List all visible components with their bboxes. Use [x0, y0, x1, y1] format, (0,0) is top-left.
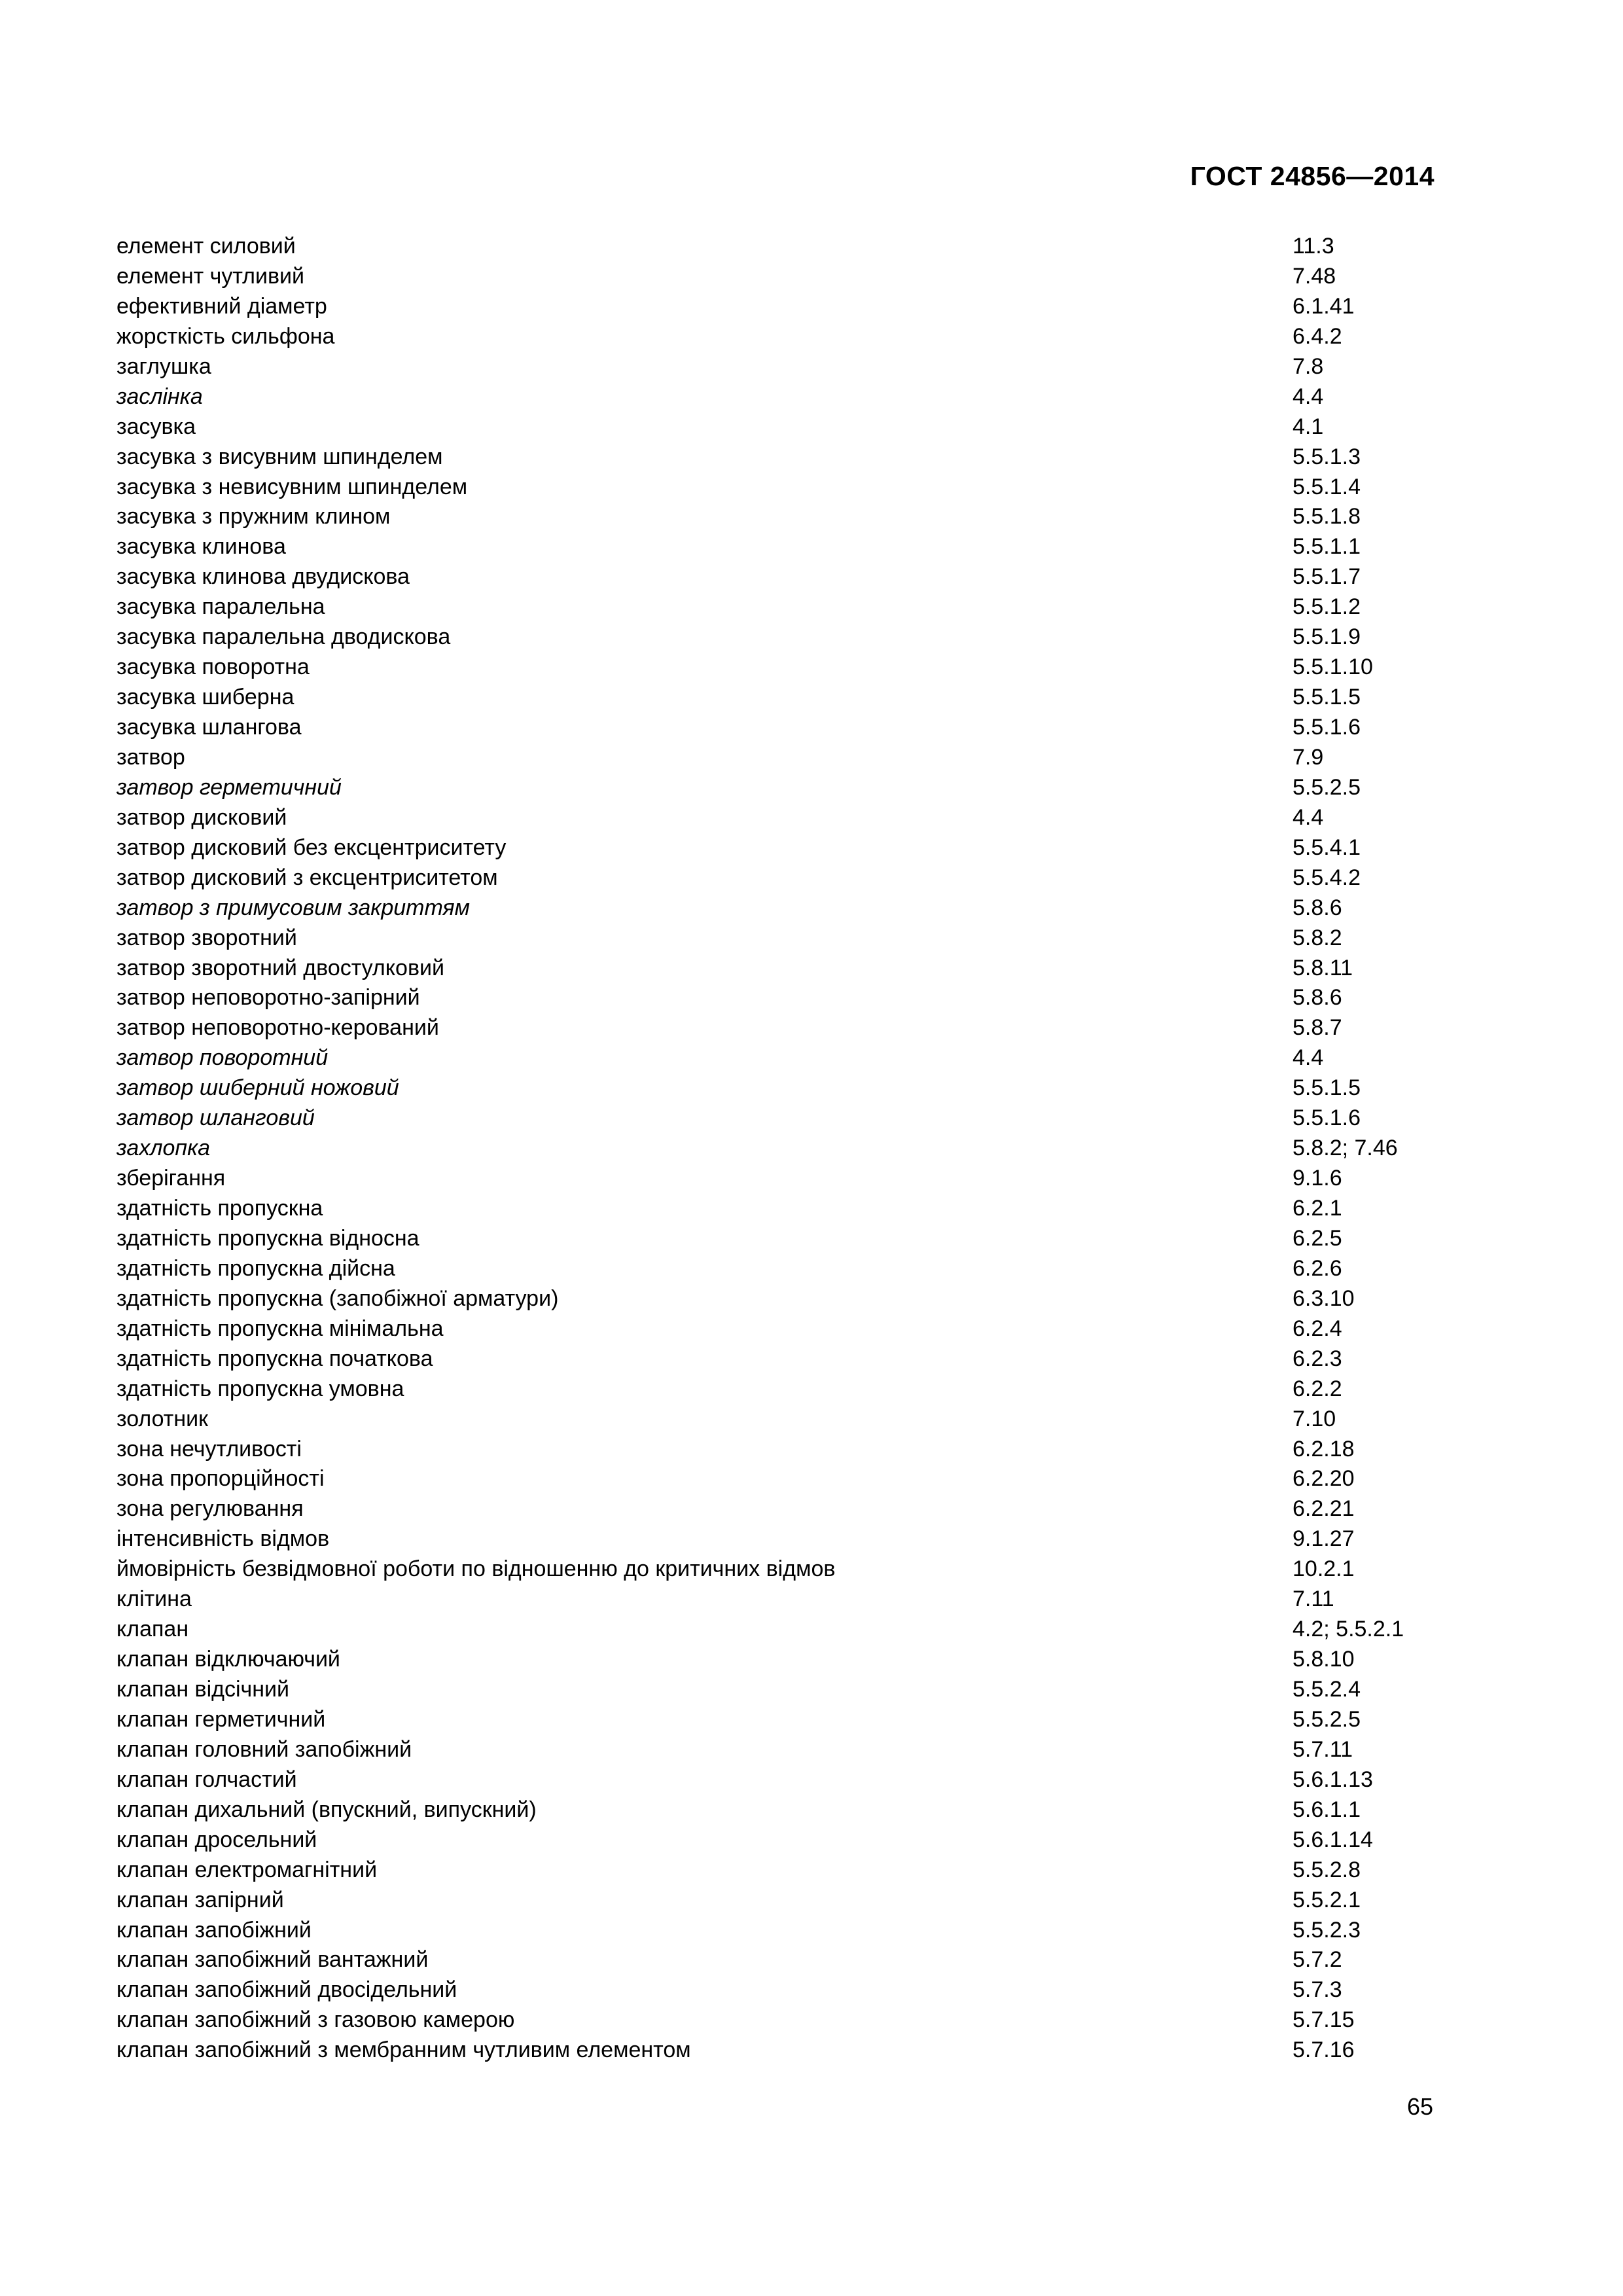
- page-number: 65: [1406, 2093, 1433, 2120]
- index-entry-row: [116, 1615, 1452, 1645]
- index-reference: 5.5.4.1: [1293, 834, 1361, 860]
- index-term: затвор дисковий: [116, 804, 287, 830]
- index-entry-row: [116, 473, 1452, 503]
- index-entry-row: [116, 1164, 1452, 1194]
- index-reference: 4.1: [1293, 414, 1324, 439]
- index-term: золотник: [116, 1406, 208, 1431]
- index-reference: 5.5.2.5: [1293, 1706, 1361, 1732]
- index-reference: 7.10: [1293, 1406, 1336, 1431]
- index-term: засувка шлангова: [116, 715, 302, 740]
- index-term: зона нечутливості: [116, 1436, 302, 1462]
- index-term: здатність пропускна: [116, 1196, 323, 1221]
- index-term: затвор з примусовим закриттям: [116, 895, 470, 920]
- index-entry-row: [116, 232, 1452, 262]
- index-term: клапан головний запобіжний: [116, 1736, 412, 1762]
- index-entry-row: [116, 562, 1452, 592]
- index-reference: 5.5.1.6: [1293, 715, 1361, 740]
- index-term: затвор зворотний двостулковий: [116, 955, 444, 980]
- index-reference: 5.8.2; 7.46: [1293, 1136, 1398, 1161]
- index-term: клапан дихальний (впускний, випускний): [116, 1797, 537, 1822]
- index-reference: 5.5.2.1: [1293, 1887, 1361, 1912]
- index-reference: 6.2.20: [1293, 1466, 1355, 1492]
- index-reference: 6.2.21: [1293, 1496, 1355, 1522]
- index-reference: 5.5.4.2: [1293, 865, 1361, 890]
- index-entry-row: [116, 442, 1452, 473]
- index-entry-row: [116, 1585, 1452, 1615]
- index-term: клапан запобіжний з газовою камерою: [116, 2007, 515, 2033]
- index-term: затвор герметичний: [116, 774, 342, 800]
- index-entry-row: [116, 532, 1452, 562]
- index-entry-row: [116, 1073, 1452, 1103]
- index-entry-row: [116, 653, 1452, 683]
- index-entry-row: [116, 1735, 1452, 1765]
- index-entry-row: [116, 1284, 1452, 1314]
- index-term: елемент чутливий: [116, 263, 305, 289]
- index-reference: 5.5.2.4: [1293, 1677, 1361, 1702]
- index-reference: 5.5.2.3: [1293, 1917, 1361, 1943]
- index-term: засувка клинова: [116, 534, 286, 560]
- index-term: здатність пропускна відносна: [116, 1225, 419, 1251]
- index-reference: 5.5.2.5: [1293, 774, 1361, 800]
- index-term: засувка паралельна: [116, 594, 325, 620]
- index-reference: 6.2.2: [1293, 1376, 1342, 1401]
- index-reference: 6.1.41: [1293, 293, 1355, 319]
- index-reference: 7.48: [1293, 263, 1336, 289]
- index-reference: 7.9: [1293, 744, 1324, 770]
- index-reference: 5.5.1.10: [1293, 655, 1373, 680]
- index-reference: 5.8.2: [1293, 925, 1342, 950]
- index-reference: 5.5.1.6: [1293, 1105, 1361, 1131]
- index-term: заглушка: [116, 353, 211, 379]
- index-term: клапан герметичний: [116, 1706, 326, 1732]
- index-entry-row: [116, 954, 1452, 984]
- index-entry-row: [116, 1975, 1452, 2005]
- index-entry-row: [116, 863, 1452, 893]
- index-term: клапан дросельний: [116, 1827, 317, 1852]
- index-reference: 4.4: [1293, 1045, 1324, 1071]
- index-term: зона регулювання: [116, 1496, 304, 1522]
- index-term: засувка паралельна дводискова: [116, 624, 451, 650]
- index-entry-row: [116, 322, 1452, 352]
- index-term: клапан електромагнітний: [116, 1857, 378, 1882]
- index-entry-row: [116, 743, 1452, 773]
- index-reference: 5.6.1.14: [1293, 1827, 1373, 1852]
- index-reference: 5.5.2.8: [1293, 1857, 1361, 1882]
- index-entry-row: [116, 1464, 1452, 1494]
- index-term: клапан голчастий: [116, 1767, 297, 1792]
- index-reference: 5.5.1.2: [1293, 594, 1361, 620]
- index-reference: 5.5.1.8: [1293, 504, 1361, 529]
- index-reference: 4.2; 5.5.2.1: [1293, 1617, 1404, 1642]
- index-reference: 5.5.1.1: [1293, 534, 1361, 560]
- index-reference: 6.2.4: [1293, 1316, 1342, 1341]
- index-term: елемент силовий: [116, 234, 296, 259]
- index-term: затвор зворотний: [116, 925, 297, 950]
- index-reference: 5.7.15: [1293, 2007, 1355, 2033]
- index-reference: 4.4: [1293, 384, 1324, 409]
- index-reference: 9.1.6: [1293, 1166, 1342, 1191]
- index-term: затвор неповоротно-запірний: [116, 985, 420, 1011]
- index-entry-row: [116, 1405, 1452, 1435]
- index-term: клапан запірний: [116, 1887, 284, 1912]
- index-reference: 5.5.1.9: [1293, 624, 1361, 650]
- index-term: здатність пропускна дійсна: [116, 1255, 395, 1281]
- index-entry-row: [116, 833, 1452, 863]
- index-entry-row: [116, 1675, 1452, 1705]
- index-entry-row: [116, 983, 1452, 1013]
- index-entry-row: [116, 2036, 1452, 2066]
- index-entry-row: [116, 1524, 1452, 1554]
- index-term: здатність пропускна мінімальна: [116, 1316, 444, 1341]
- index-term: засувка поворотна: [116, 655, 310, 680]
- index-term: засувка з пружним клином: [116, 504, 391, 529]
- index-term: затвор шланговий: [116, 1105, 315, 1131]
- index-entry-row: [116, 1194, 1452, 1224]
- index-entry-row: [116, 1043, 1452, 1073]
- index-entry-row: [116, 1886, 1452, 1916]
- index-reference: 5.5.1.5: [1293, 685, 1361, 710]
- index-entry-row: [116, 1945, 1452, 1975]
- index-reference: 6.2.18: [1293, 1436, 1355, 1462]
- index-term: заслінка: [116, 384, 203, 409]
- index-entry-row: [116, 412, 1452, 442]
- index-entry-row: [116, 502, 1452, 532]
- index-entry-row: [116, 1825, 1452, 1856]
- index-reference: 6.2.1: [1293, 1196, 1342, 1221]
- index-reference: 5.8.6: [1293, 895, 1342, 920]
- index-entry-row: [116, 803, 1452, 833]
- index-reference: 5.7.11: [1293, 1736, 1353, 1762]
- index-term: здатність пропускна початкова: [116, 1346, 433, 1371]
- index-entry-row: [116, 1494, 1452, 1524]
- index-entry-row: [116, 262, 1452, 292]
- index-reference: 5.5.1.7: [1293, 564, 1361, 590]
- index-entry-row: [116, 1795, 1452, 1825]
- index-entry-row: [116, 1645, 1452, 1675]
- index-term: засувка з невисувним шпинделем: [116, 474, 468, 499]
- index-reference: 10.2.1: [1293, 1556, 1355, 1582]
- index-term: захлопка: [116, 1136, 211, 1161]
- index-reference: 5.7.16: [1293, 2037, 1355, 2063]
- index-reference: 5.7.2: [1293, 1947, 1342, 1973]
- index-reference: 5.8.7: [1293, 1015, 1342, 1041]
- index-term: засувка шиберна: [116, 685, 294, 710]
- index-reference: 5.6.1.1: [1293, 1797, 1361, 1822]
- index-term: затвор дисковий без ексцентриситету: [116, 834, 507, 860]
- index-entry-row: [116, 382, 1452, 412]
- index-reference: 5.8.6: [1293, 985, 1342, 1011]
- index-term: зона пропорційності: [116, 1466, 325, 1492]
- index-reference: 6.2.6: [1293, 1255, 1342, 1281]
- index-reference: 6.2.5: [1293, 1225, 1342, 1251]
- index-entry-row: [116, 1314, 1452, 1344]
- index-entry-row: [116, 352, 1452, 382]
- index-reference: 7.11: [1293, 1587, 1334, 1612]
- index-term: здатність пропускна умовна: [116, 1376, 404, 1401]
- index-term: клапан: [116, 1617, 189, 1642]
- index-term: клапан запобіжний двосідельний: [116, 1977, 457, 2003]
- index-term: засувка клинова двудискова: [116, 564, 410, 590]
- index-entry-row: [116, 1103, 1452, 1134]
- index-term: ефективний діаметр: [116, 293, 327, 319]
- index-entry-row: [116, 713, 1452, 743]
- index-reference: 5.5.1.3: [1293, 444, 1361, 469]
- index-term: клапан запобіжний вантажний: [116, 1947, 429, 1973]
- index-term: здатність пропускна (запобіжної арматури): [116, 1285, 559, 1311]
- index-entry-row: [116, 622, 1452, 653]
- index-entry-row: [116, 1013, 1452, 1043]
- index-entry-row: [116, 1374, 1452, 1405]
- index-reference: 5.8.10: [1293, 1647, 1355, 1672]
- index-term: затвор шиберний ножовий: [116, 1075, 399, 1101]
- index-entry-row: [116, 592, 1452, 622]
- index-term: клапан запобіжний: [116, 1917, 312, 1943]
- index-reference: 9.1.27: [1293, 1526, 1355, 1552]
- index-reference: 5.6.1.13: [1293, 1767, 1373, 1792]
- index-reference: 6.3.10: [1293, 1285, 1355, 1311]
- index-entry-row: [116, 1134, 1452, 1164]
- index-reference: 11.3: [1293, 234, 1334, 259]
- index-reference: 6.4.2: [1293, 323, 1342, 349]
- index-term: затвор неповоротно-керований: [116, 1015, 439, 1041]
- index-reference: 5.8.11: [1293, 955, 1353, 980]
- index-entry-row: [116, 1916, 1452, 1946]
- index-entry-row: [116, 1344, 1452, 1374]
- index-term: жорсткість сильфона: [116, 323, 335, 349]
- index-reference: 5.7.3: [1293, 1977, 1342, 2003]
- index-reference: 7.8: [1293, 353, 1324, 379]
- index-entry-row: [116, 1856, 1452, 1886]
- index-entry-row: [116, 1765, 1452, 1795]
- term-index-list: [116, 232, 1452, 2066]
- index-entry-row: [116, 1224, 1452, 1254]
- index-term: інтенсивність відмов: [116, 1526, 330, 1552]
- document-standard-header: ГОСТ 24856—2014: [1190, 161, 1435, 191]
- index-term: клапан запобіжний з мембранним чутливим елементом: [116, 2037, 691, 2063]
- index-entry-row: [116, 1705, 1452, 1735]
- index-entry-row: [116, 292, 1452, 322]
- index-term: затвор: [116, 744, 185, 770]
- index-term: клапан відсічний: [116, 1677, 290, 1702]
- index-reference: 4.4: [1293, 804, 1324, 830]
- index-entry-row: [116, 1435, 1452, 1465]
- index-term: зберігання: [116, 1166, 226, 1191]
- index-term: затвор дисковий з ексцентриситетом: [116, 865, 498, 890]
- index-entry-row: [116, 683, 1452, 713]
- index-entry-row: [116, 2005, 1452, 2036]
- index-entry-row: [116, 773, 1452, 803]
- index-term: ймовірність безвідмовної роботи по відношенню до критичних відмов: [116, 1556, 836, 1582]
- index-entry-row: [116, 893, 1452, 924]
- index-term: затвор поворотний: [116, 1045, 329, 1071]
- index-entry-row: [116, 1554, 1452, 1585]
- index-term: засувка: [116, 414, 196, 439]
- index-term: клітина: [116, 1587, 192, 1612]
- index-entry-row: [116, 924, 1452, 954]
- index-term: клапан відключаючий: [116, 1647, 340, 1672]
- index-reference: 6.2.3: [1293, 1346, 1342, 1371]
- index-reference: 5.5.1.5: [1293, 1075, 1361, 1101]
- index-term: засувка з висувним шпинделем: [116, 444, 443, 469]
- index-reference: 5.5.1.4: [1293, 474, 1361, 499]
- index-entry-row: [116, 1254, 1452, 1284]
